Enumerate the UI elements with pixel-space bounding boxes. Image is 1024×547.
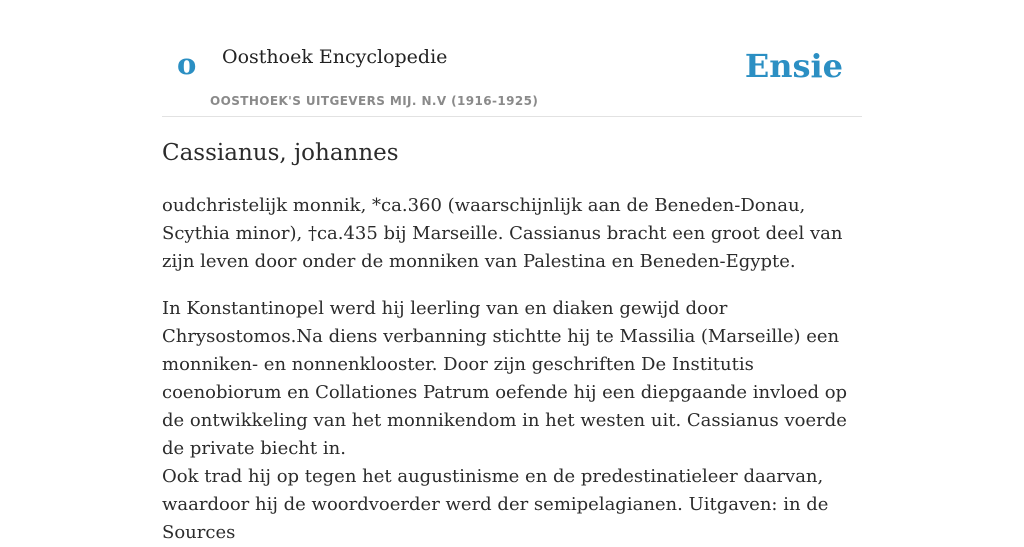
- entry-title: Cassianus, johannes: [162, 140, 399, 166]
- page: [162, 0, 862, 543]
- entry-paragraph: oudchristelijk monnik, *ca.360 (waarschijnlijk aan de Beneden-Donau, Scythia minor), †ca.435 bij Marseille. Cassianus bracht een groot deel van zijn leven door onder de monniken van Palestina en Beneden-Egypte.: [162, 195, 843, 272]
- source-title[interactable]: Oosthoek Encyclopedie: [222, 46, 448, 68]
- source-logo[interactable]: o: [177, 47, 197, 81]
- publisher-label: OOSTHOEK'S UITGEVERS MIJ. N.V (1916-1925): [210, 94, 539, 108]
- entry-paragraph: In Konstantinopel werd hij leerling van en diaken gewijd door Chrysostomos.Na diens verbanning stichtte hij te Massilia (Marseille) een monniken- en nonnenklooster. Door zijn geschriften De Institutis coenobiorum en Collationes Patrum oefende hij een diepgaande invloed op de ontwikkeling van het monnikendom in het westen uit. Cassianus voerde de private biecht in.: [162, 298, 848, 459]
- source-header: [162, 0, 862, 117]
- entry-paragraph: Ook trad hij op tegen het augustinisme en de predestinatieleer daarvan, waardoor hij de woordvoerder werd der semipelagianen. Uitgaven: in de Sources: [162, 466, 829, 543]
- brand-logo-link[interactable]: Ensie: [744, 47, 843, 85]
